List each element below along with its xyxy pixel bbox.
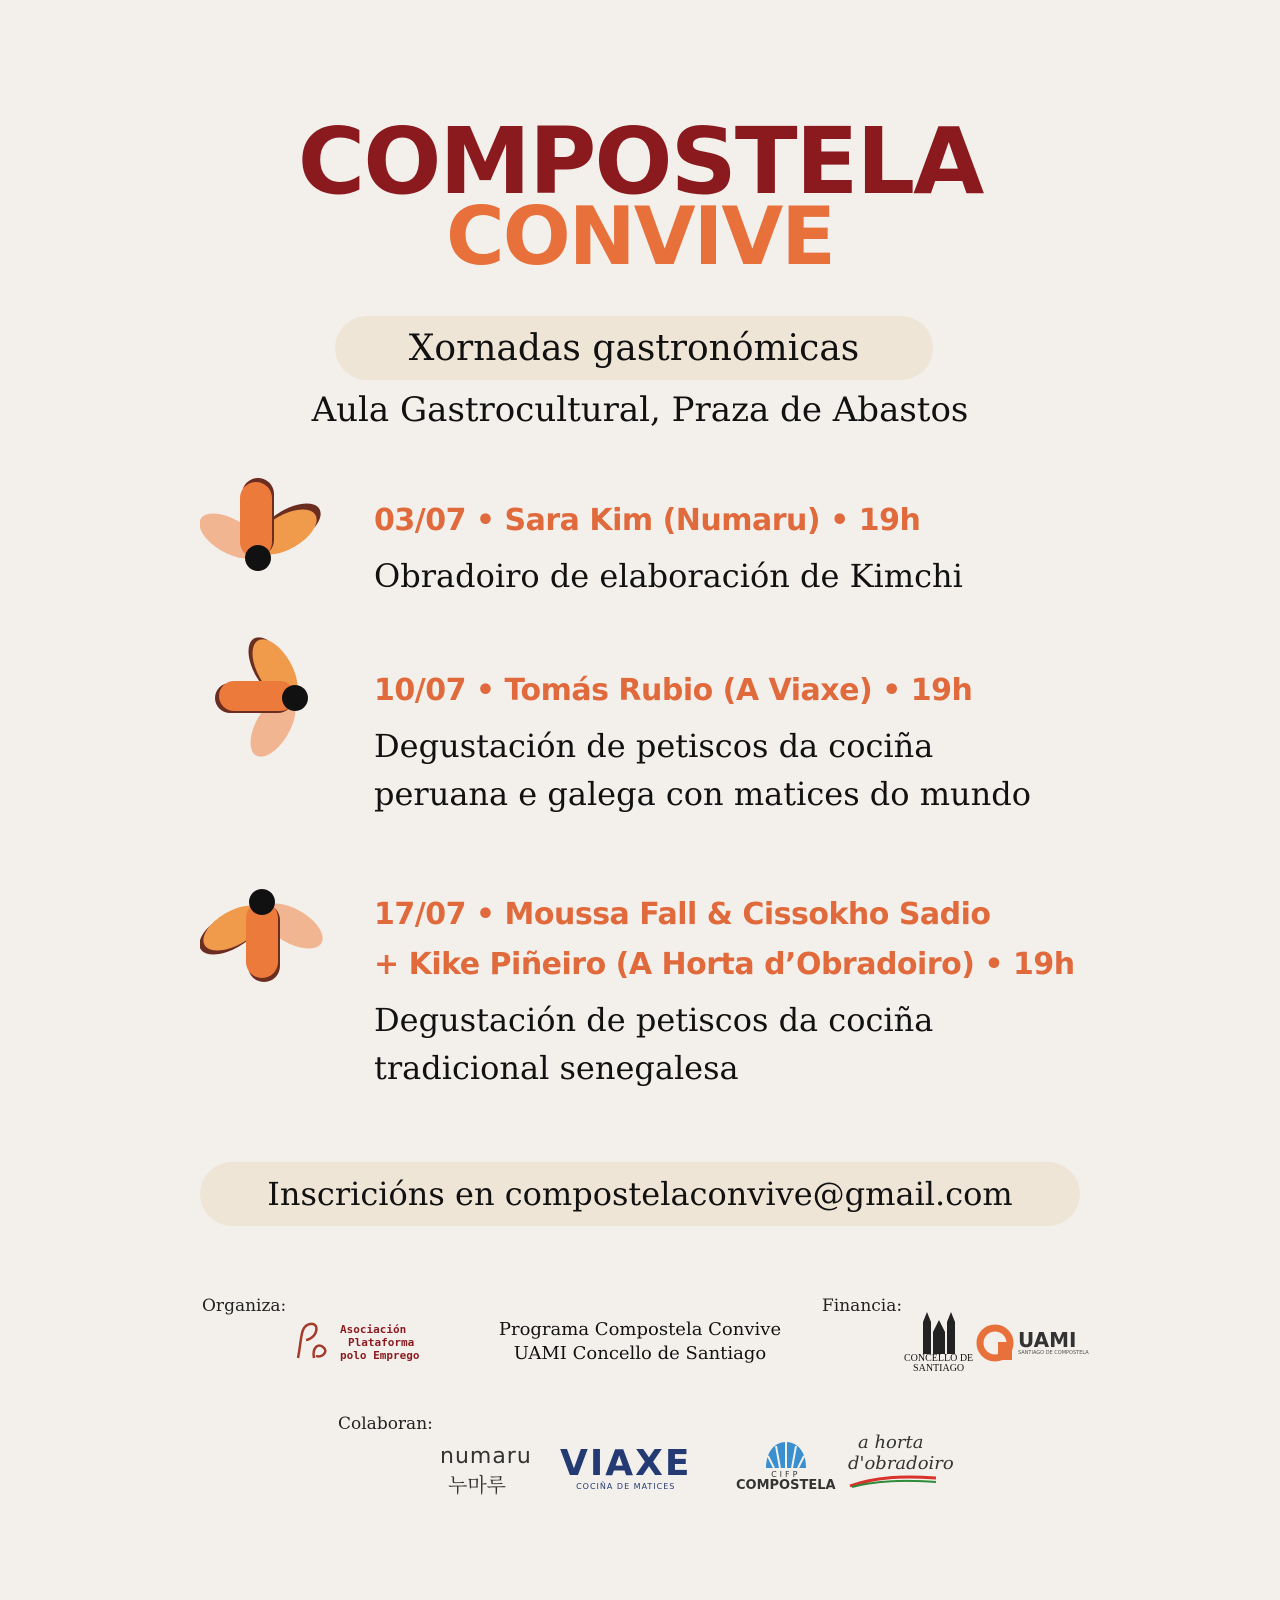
- program-line: UAMI Concello de Santiago: [513, 1343, 767, 1364]
- flower-icon: [210, 636, 320, 762]
- horta-line: d'obradoiro: [848, 1453, 954, 1474]
- event-description: tradicional senegalesa: [374, 1049, 739, 1087]
- event-description: Degustación de petiscos da cociña: [374, 1001, 934, 1039]
- concello-logo: [904, 1312, 973, 1374]
- viaxe-sub: COCIÑA DE MATICES: [576, 1482, 676, 1491]
- concello-line: CONCELLO DE: [904, 1353, 974, 1364]
- venue: Aula Gastrocultural, Praza de Abastos: [311, 390, 969, 430]
- cathedral-icon: [917, 1312, 961, 1354]
- viaxe-logo: [560, 1443, 692, 1491]
- event-heading: 03/07 • Sara Kim (Numaru) • 19h: [374, 503, 921, 538]
- registration-pill: [200, 1162, 1080, 1226]
- event-description: Degustación de petiscos da cociña: [374, 727, 934, 765]
- financia-label: Financia:: [822, 1296, 903, 1316]
- event-1: [374, 496, 1254, 600]
- title-convive: CONVIVE: [446, 190, 834, 283]
- event-2: [374, 666, 1254, 818]
- uami-logo: [976, 1324, 1089, 1362]
- organizer-line: Plataforma: [348, 1335, 415, 1349]
- flower-icon: [200, 884, 324, 984]
- colaboran-label: Colaboran:: [338, 1414, 433, 1434]
- registration-email[interactable]: Inscricións en compostelaconvive@gmail.com: [267, 1175, 1013, 1213]
- horta-logo: [848, 1432, 954, 1488]
- event-heading: + Kike Piñeiro (A Horta d’Obradoiro) • 19h: [374, 947, 1075, 982]
- ape-logo-icon: [292, 1318, 334, 1366]
- program-line: Programa Compostela Convive: [498, 1319, 782, 1340]
- subtitle: Xornadas gastronómicas: [408, 327, 860, 369]
- event-heading: 10/07 • Tomás Rubio (A Viaxe) • 19h: [374, 673, 973, 708]
- uami-sub: SANTIAGO DE COMPOSTELA: [1018, 1350, 1089, 1356]
- organiza-label: Organiza:: [202, 1296, 287, 1316]
- event-description: Obradoiro de elaboración de Kimchi: [374, 557, 963, 595]
- concello-line: SANTIAGO: [913, 1363, 965, 1374]
- uami-icon: [976, 1324, 1014, 1362]
- title-compostela: COMPOSTELA: [297, 108, 983, 215]
- horta-line: a horta: [858, 1432, 924, 1453]
- event-3: [374, 890, 1254, 1092]
- scallop-shell-icon: [762, 1440, 810, 1470]
- subtitle-pill: [335, 316, 933, 380]
- program-text: [470, 1318, 810, 1366]
- organizer-logo: [292, 1318, 419, 1366]
- numaru-name: numaru: [440, 1444, 532, 1469]
- uami-name: UAMI: [1018, 1328, 1077, 1352]
- horta-swoosh-icon: [848, 1474, 938, 1488]
- cifp-name: COMPOSTELA: [736, 1478, 836, 1493]
- organizer-line: polo Emprego: [340, 1348, 420, 1362]
- event-description: peruana e galega con matices do mundo: [374, 775, 1032, 813]
- numaru-korean: 누마루: [448, 1473, 506, 1497]
- flower-icon: [200, 478, 324, 578]
- viaxe-name: VIAXE: [560, 1443, 692, 1484]
- cifp-label: CIFP: [771, 1470, 801, 1479]
- cifp-logo: [736, 1440, 836, 1492]
- event-heading: 17/07 • Moussa Fall & Cissokho Sadio: [374, 897, 991, 932]
- organizer-line: Asociación: [340, 1322, 407, 1336]
- numaru-logo: [440, 1444, 532, 1498]
